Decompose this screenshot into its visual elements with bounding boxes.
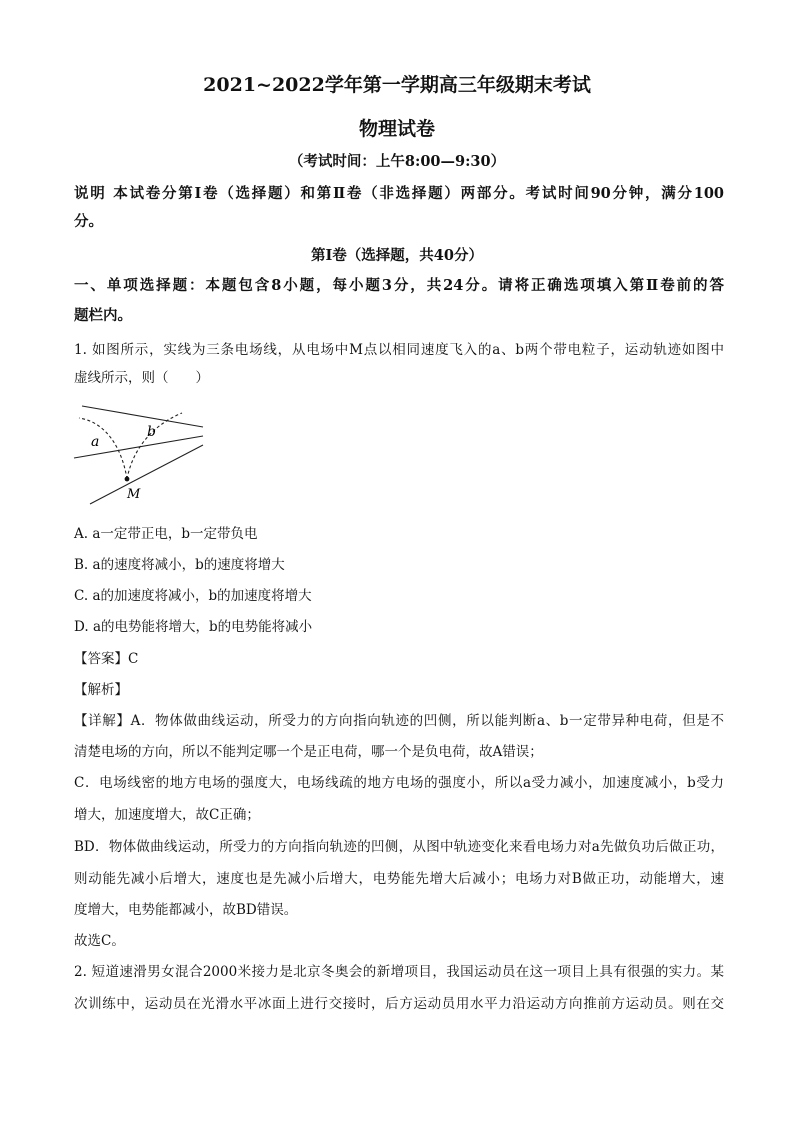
point-m <box>125 477 130 482</box>
analysis-line-1: 【详解】A．物体做曲线运动，所受力的方向指向轨迹的凹侧，所以能判断a、b一定带异种电荷，但是不 <box>74 713 724 729</box>
option-d <box>74 617 312 637</box>
analysis-line-3: C．电场线密的地方电场的强度大，电场线疏的地方电场的强度小，所以a受力减小，加速度减小，b受力 <box>74 775 724 791</box>
analysis-line-2: 清楚电场的方向，所以不能判定哪一个是正电荷，哪一个是负电荷，故A错误； <box>74 744 543 760</box>
answer: 【答案】C <box>74 651 139 667</box>
analysis-line-5: BD．物体做曲线运动，所受力的方向指向轨迹的凹侧，从图中轨迹变化来看电场力对a先做负功后做正功， <box>74 839 724 855</box>
question-2-line-2: 次训练中，运动员在光滑水平冰面上进行交接时，后方运动员用水平力沿运动方向推前方运动员。则在交 <box>74 996 724 1012</box>
label-a: a <box>91 434 100 450</box>
analysis-line-7: 度增大，电势能都减小，故BD错误。 <box>74 902 298 918</box>
option-b <box>74 555 285 575</box>
exam-title: 2021~2022学年第一学期高三年级期末考试 <box>203 74 591 96</box>
instructions-line-1: 说明 本试卷分第Ⅰ卷（选择题）和第Ⅱ卷（非选择题）两部分。考试时间90分钟，满分100 <box>74 185 724 202</box>
question-1-stem-line-2: 虚线所示，则（ ） <box>74 370 209 386</box>
field-line-bottom <box>90 445 203 504</box>
trajectory-a <box>79 418 127 479</box>
analysis-line-6: 则动能先减小后增大，速度也是先减小后增大，电势能先增大后减小；电场力对B做正功，动能增大，速 <box>74 871 724 887</box>
analysis-line-8: 故选C。 <box>74 933 125 949</box>
option-label: D. <box>74 619 89 635</box>
option-a <box>74 524 258 544</box>
option-text: a的速度将减小，b的速度将增大 <box>92 557 285 573</box>
option-text: a一定带正电，b一定带负电 <box>92 526 258 542</box>
option-c <box>74 586 312 606</box>
analysis-tag: 【解析】 <box>74 682 128 698</box>
option-label: C. <box>74 588 89 604</box>
section-intro-line-1: 一、单项选择题：本题包含8小题，每小题3分，共24分。请将正确选项填入第Ⅱ卷前的答 <box>74 277 724 294</box>
question-1-stem-line-1: 1. 如图所示，实线为三条电场线，从电场中M点以相同速度飞入的a、b两个带电粒子，运动轨迹如图中 <box>74 342 724 358</box>
option-label: B. <box>74 557 89 573</box>
label-b: b <box>147 424 156 440</box>
exam-time: （考试时间：上午8:00—9:30） <box>288 153 506 170</box>
section-heading: 第Ⅰ卷（选择题，共40分） <box>311 247 483 264</box>
analysis-line-4: 增大，加速度增大，故C正确； <box>74 807 260 823</box>
question-2-line-1: 2. 短道速滑男女混合2000米接力是北京冬奥会的新增项目，我国运动员在这一项目上具有很强的实力。某 <box>74 964 724 980</box>
subject-title: 物理试卷 <box>358 118 435 140</box>
option-text: a的电势能将增大，b的电势能将减小 <box>92 619 313 635</box>
option-label: A. <box>74 526 89 542</box>
option-text: a的加速度将减小，b的加速度将增大 <box>92 588 312 604</box>
electric-field-figure <box>70 398 210 510</box>
label-m: M <box>127 487 141 502</box>
instructions-line-2: 分。 <box>74 213 103 230</box>
section-intro-line-2: 题栏内。 <box>74 307 132 324</box>
field-line-top <box>82 406 203 427</box>
trajectory-b <box>127 413 182 479</box>
